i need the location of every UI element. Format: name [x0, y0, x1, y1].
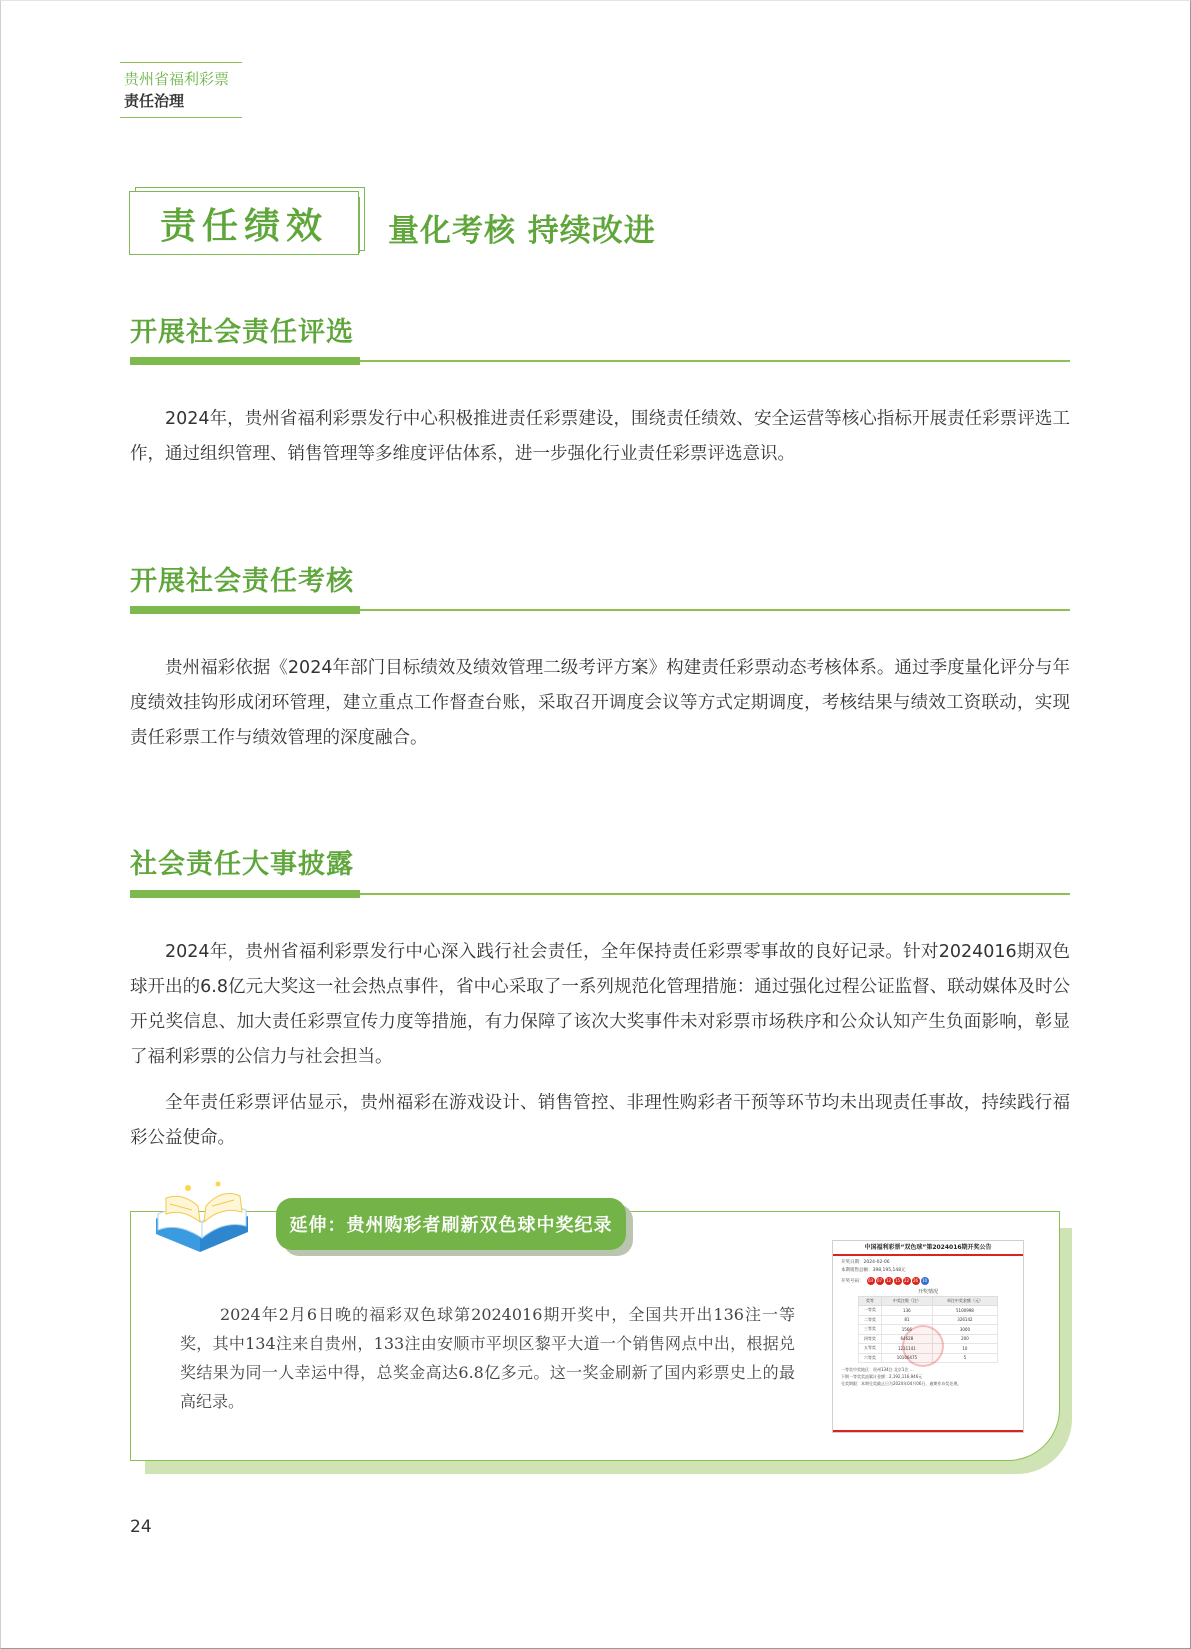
table-row: 四等奖 64628 200 [859, 1334, 998, 1344]
prize-table-header: 奖等 [859, 1297, 882, 1306]
notice-subheading: 开奖情况 [917, 1289, 938, 1295]
banner-box [129, 191, 359, 255]
prize-table-header: 单注中奖金额（元） [932, 1297, 997, 1306]
open-book-icon [148, 1178, 258, 1256]
seal-stamp [902, 1325, 944, 1367]
section-rule [130, 890, 1070, 899]
header-chapter: 责任治理 [124, 92, 185, 110]
section-paragraph: 2024年，贵州省福利彩票发行中心积极推进责任彩票建设，围绕责任绩效、安全运营等核心指标开展责任彩票评选工作，通过组织管理、销售管理等多维度评估体系，进一步强化行业责任彩票评选意识。 [130, 409, 1070, 464]
banner-divider [358, 197, 360, 253]
winning-numbers-label: 开奖号码： [841, 1279, 864, 1284]
section-title-assessment: 开展社会责任考核 [130, 566, 354, 597]
section-paragraph: 贵州福彩依据《2024年部门目标绩效及绩效管理二级考评方案》构建责任彩票动态考核体系。通过季度量化评分与年度绩效挂钩形成闭环管理，建立重点工作督查台账，采取召开调度会议等方式定期调度，考核结果与绩效工资联动，实现责任彩票工作与绩效管理的深度融合。 [130, 658, 1070, 748]
table-row: 六等奖 10106475 5 [859, 1353, 998, 1363]
extension-text: 2024年2月6日晚的福彩双色球第2024016期开奖中，全国共开出136注一等奖，其中134注来自贵州，133注由安顺市平坝区黎平大道一个销售网点中出，根据兑奖结果为同一人幸运中得，总奖金高达6.8亿多元。这一奖金刷新了国内彩票史上的最高纪录。 [180, 1305, 795, 1411]
red-ball: 26 [912, 1278, 919, 1283]
page-number: 24 [130, 1517, 152, 1537]
blue-ball: 10 [921, 1278, 928, 1283]
section-paragraph: 全年责任彩票评估显示，贵州福彩在游戏设计、销售管控、非理性购彩者干预等环节均未出现责任事故，持续践行福彩公益使命。 [130, 1093, 1070, 1148]
section-paragraph: 2024年，贵州省福利彩票发行中心深入践行社会责任，全年保持责任彩票零事故的良好记录。针对2024016期双色球开出的6.8亿元大奖这一社会热点事件，省中心采取了一系列规范化管理措施：通过强化过程公证监督、联动媒体及时公开兑奖信息、加大责任彩票宣传力度等措施，有力保障了该次大奖事件未对彩票市场秩序和公众认知产生负面影响，彰显了福利彩票的公信力与社会担当。 [130, 942, 1070, 1067]
extension-title: 延伸：贵州购彩者刷新双色球中奖纪录 [276, 1198, 626, 1250]
notice-footer [833, 1363, 1023, 1387]
notice-foot-line: 一等奖中奖地区：贵州134注 北京1注 … [841, 1367, 914, 1372]
red-ball: 22 [903, 1278, 910, 1283]
section-rule [130, 606, 1070, 615]
table-row: 三等奖 1566 3000 [859, 1325, 998, 1335]
notice-foot-line: 下期一等奖奖池累计金额：2,192,116,946元 [841, 1374, 923, 1379]
notice-heading: 中国福利彩票“双色球”第2024016期开奖公告 [833, 1241, 1023, 1256]
red-ball: 03 [867, 1278, 874, 1283]
section-rule [130, 357, 1070, 366]
notice-bottom-rule [833, 1430, 1023, 1432]
red-ball: 12 [885, 1278, 892, 1283]
red-ball: 15 [894, 1278, 901, 1283]
red-ball: 07 [876, 1278, 883, 1283]
notice-meta [833, 1256, 1023, 1275]
header-organization: 贵州省福利彩票 [124, 70, 230, 88]
table-row: 二等奖 81 326142 [859, 1315, 998, 1325]
banner-label: 责任绩效 [159, 204, 328, 247]
table-row: 一等奖 136 5100998 [859, 1306, 998, 1316]
notice-foot-line: 兑奖期限：本期兑奖截止日为2024年04月06日，逾期作弃奖处理。 [841, 1381, 962, 1386]
notice-meta-line: 开奖日期：2024-02-06 [841, 1260, 890, 1265]
winning-numbers [833, 1275, 1023, 1287]
section-title-selection: 开展社会责任评选 [130, 317, 354, 348]
prize-table-header: 中奖注数（注） [881, 1297, 932, 1306]
table-row: 五等奖 1231141 10 [859, 1344, 998, 1354]
running-header [120, 62, 242, 118]
notice-meta-line: 本期销售总额：398,195,148元 [841, 1268, 906, 1273]
banner-slogan: 量化考核 持续改进 [388, 213, 656, 249]
section-title-disclosure: 社会责任大事披露 [130, 849, 354, 880]
